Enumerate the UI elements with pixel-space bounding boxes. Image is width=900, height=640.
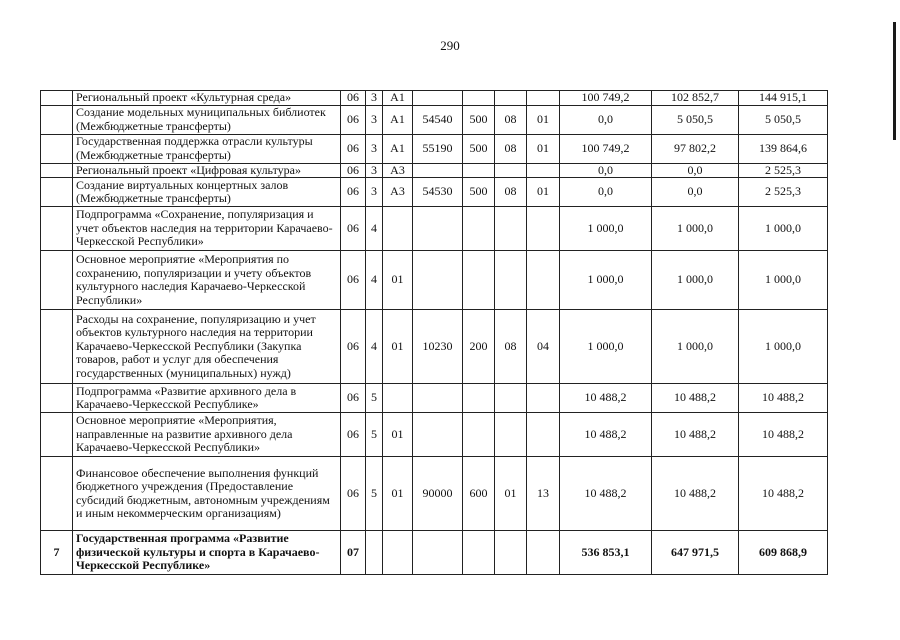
expense-type-code: [463, 531, 495, 575]
subprogram-code: 3: [366, 163, 383, 178]
subprogram-code: 4: [366, 310, 383, 384]
row-name: Расходы на сохранение, популяризацию и учет объектов культурного наследия на территории Карачаево-Черкесской Республики (Закупка товаров, работ и услуг для обеспечения государственных (муниципальных) нужд): [73, 310, 341, 384]
section-code: 08: [495, 134, 527, 163]
row-name: Основное мероприятие «Мероприятия по сохранению, популяризации и учету объектов культурного наследия Карачаево-Черкесской Республики»: [73, 251, 341, 310]
amount-year-3: 609 868,9: [739, 531, 828, 575]
row-number: [41, 207, 73, 251]
subsection-code: 01: [527, 105, 560, 134]
row-name: Региональный проект «Культурная среда»: [73, 91, 341, 106]
amount-year-3: 10 488,2: [739, 457, 828, 531]
subprogram-code: 3: [366, 91, 383, 106]
amount-year-3: 1 000,0: [739, 310, 828, 384]
section-code: [495, 251, 527, 310]
program-code: 06: [341, 91, 366, 106]
table-row: [41, 384, 828, 413]
section-code: [495, 163, 527, 178]
activity-code: 01: [383, 310, 413, 384]
amount-year-1: 10 488,2: [560, 457, 652, 531]
expense-type-code: 600: [463, 457, 495, 531]
activity-code: [383, 207, 413, 251]
subsection-code: [527, 163, 560, 178]
activity-code: 01: [383, 457, 413, 531]
amount-year-1: 1 000,0: [560, 207, 652, 251]
row-name: Создание виртуальных концертных залов (Межбюджетные трансферты): [73, 178, 341, 207]
amount-year-2: 0,0: [652, 178, 739, 207]
table-row: [41, 413, 828, 457]
program-code: 06: [341, 134, 366, 163]
amount-year-1: 10 488,2: [560, 384, 652, 413]
amount-year-1: 536 853,1: [560, 531, 652, 575]
row-name: Основное мероприятие «Мероприятия, направленные на развитие архивного дела Карачаево-Черкесской Республики»: [73, 413, 341, 457]
amount-year-1: 1 000,0: [560, 310, 652, 384]
subprogram-code: 3: [366, 134, 383, 163]
amount-year-2: 10 488,2: [652, 413, 739, 457]
section-code: [495, 91, 527, 106]
row-number: 7: [41, 531, 73, 575]
section-code: 08: [495, 105, 527, 134]
program-code: 06: [341, 163, 366, 178]
row-name: Региональный проект «Цифровая культура»: [73, 163, 341, 178]
table-row: [41, 105, 828, 134]
expense-direction-code: [413, 91, 463, 106]
program-code: 06: [341, 310, 366, 384]
expense-type-code: 500: [463, 105, 495, 134]
program-code: 06: [341, 207, 366, 251]
program-code: 06: [341, 178, 366, 207]
subsection-code: [527, 413, 560, 457]
amount-year-3: 5 050,5: [739, 105, 828, 134]
subsection-code: 13: [527, 457, 560, 531]
table-row: [41, 251, 828, 310]
row-number: [41, 105, 73, 134]
amount-year-2: 10 488,2: [652, 384, 739, 413]
subprogram-code: 5: [366, 413, 383, 457]
row-number: [41, 91, 73, 106]
amount-year-2: 10 488,2: [652, 457, 739, 531]
table-row: [41, 457, 828, 531]
amount-year-3: 2 525,3: [739, 163, 828, 178]
program-code: 07: [341, 531, 366, 575]
subsection-code: [527, 207, 560, 251]
amount-year-3: 10 488,2: [739, 413, 828, 457]
subprogram-code: 3: [366, 105, 383, 134]
row-name: Государственная программа «Развитие физической культуры и спорта в Карачаево-Черкесской Республике»: [73, 531, 341, 575]
expense-direction-code: 54540: [413, 105, 463, 134]
budget-table: [40, 90, 828, 575]
amount-year-1: 0,0: [560, 163, 652, 178]
activity-code: [383, 531, 413, 575]
row-number: [41, 251, 73, 310]
table-row: [41, 91, 828, 106]
amount-year-3: 1 000,0: [739, 251, 828, 310]
row-name: Создание модельных муниципальных библиотек (Межбюджетные трансферты): [73, 105, 341, 134]
expense-type-code: [463, 163, 495, 178]
amount-year-3: 1 000,0: [739, 207, 828, 251]
program-code: 06: [341, 384, 366, 413]
expense-direction-code: [413, 251, 463, 310]
activity-code: А1: [383, 91, 413, 106]
amount-year-3: 10 488,2: [739, 384, 828, 413]
subsection-code: [527, 384, 560, 413]
expense-type-code: [463, 384, 495, 413]
amount-year-1: 10 488,2: [560, 413, 652, 457]
table-row: [41, 531, 828, 575]
program-code: 06: [341, 413, 366, 457]
row-number: [41, 413, 73, 457]
subprogram-code: 3: [366, 178, 383, 207]
subsection-code: 01: [527, 178, 560, 207]
subprogram-code: 4: [366, 251, 383, 310]
row-number: [41, 163, 73, 178]
amount-year-1: 100 749,2: [560, 91, 652, 106]
amount-year-2: 1 000,0: [652, 310, 739, 384]
row-name: Подпрограмма «Развитие архивного дела в Карачаево-Черкесской Республике»: [73, 384, 341, 413]
row-name: Финансовое обеспечение выполнения функций бюджетного учреждения (Предоставление субсидий бюджетным, автономным учреждениям и иным некоммерческим организациям): [73, 457, 341, 531]
expense-direction-code: [413, 207, 463, 251]
expense-type-code: 200: [463, 310, 495, 384]
amount-year-1: 1 000,0: [560, 251, 652, 310]
row-number: [41, 457, 73, 531]
table-row: [41, 163, 828, 178]
table-row: [41, 134, 828, 163]
amount-year-2: 102 852,7: [652, 91, 739, 106]
section-code: [495, 531, 527, 575]
activity-code: [383, 384, 413, 413]
expense-type-code: [463, 251, 495, 310]
row-name: Подпрограмма «Сохранение, популяризация и учет объектов наследия на территории Карачаево-Черкесской Республики»: [73, 207, 341, 251]
subsection-code: [527, 531, 560, 575]
expense-type-code: [463, 91, 495, 106]
expense-direction-code: 55190: [413, 134, 463, 163]
expense-type-code: 500: [463, 134, 495, 163]
subprogram-code: [366, 531, 383, 575]
activity-code: 01: [383, 251, 413, 310]
amount-year-1: 0,0: [560, 105, 652, 134]
expense-direction-code: [413, 163, 463, 178]
amount-year-3: 2 525,3: [739, 178, 828, 207]
row-number: [41, 178, 73, 207]
scan-edge-mark: [893, 22, 896, 140]
activity-code: 01: [383, 413, 413, 457]
activity-code: А1: [383, 105, 413, 134]
page-number: 290: [440, 38, 460, 53]
amount-year-1: 100 749,2: [560, 134, 652, 163]
expense-direction-code: [413, 413, 463, 457]
expense-direction-code: 10230: [413, 310, 463, 384]
subsection-code: 04: [527, 310, 560, 384]
table-row: [41, 178, 828, 207]
program-code: 06: [341, 457, 366, 531]
table-row: [41, 310, 828, 384]
subsection-code: 01: [527, 134, 560, 163]
amount-year-2: 0,0: [652, 163, 739, 178]
subprogram-code: 5: [366, 457, 383, 531]
amount-year-2: 647 971,5: [652, 531, 739, 575]
table-row: [41, 207, 828, 251]
section-code: [495, 207, 527, 251]
expense-direction-code: [413, 531, 463, 575]
section-code: 08: [495, 310, 527, 384]
amount-year-2: 1 000,0: [652, 251, 739, 310]
amount-year-3: 144 915,1: [739, 91, 828, 106]
section-code: 08: [495, 178, 527, 207]
expense-type-code: 500: [463, 178, 495, 207]
subsection-code: [527, 251, 560, 310]
subprogram-code: 4: [366, 207, 383, 251]
expense-direction-code: [413, 384, 463, 413]
section-code: [495, 413, 527, 457]
subprogram-code: 5: [366, 384, 383, 413]
program-code: 06: [341, 105, 366, 134]
section-code: [495, 384, 527, 413]
amount-year-2: 1 000,0: [652, 207, 739, 251]
table-body: [41, 91, 828, 575]
section-code: 01: [495, 457, 527, 531]
activity-code: А3: [383, 163, 413, 178]
program-code: 06: [341, 251, 366, 310]
expense-type-code: [463, 413, 495, 457]
subsection-code: [527, 91, 560, 106]
row-name: Государственная поддержка отрасли культуры (Межбюджетные трансферты): [73, 134, 341, 163]
row-number: [41, 384, 73, 413]
amount-year-1: 0,0: [560, 178, 652, 207]
expense-type-code: [463, 207, 495, 251]
row-number: [41, 134, 73, 163]
activity-code: А3: [383, 178, 413, 207]
amount-year-2: 5 050,5: [652, 105, 739, 134]
expense-direction-code: 90000: [413, 457, 463, 531]
amount-year-2: 97 802,2: [652, 134, 739, 163]
activity-code: А1: [383, 134, 413, 163]
amount-year-3: 139 864,6: [739, 134, 828, 163]
row-number: [41, 310, 73, 384]
expense-direction-code: 54530: [413, 178, 463, 207]
